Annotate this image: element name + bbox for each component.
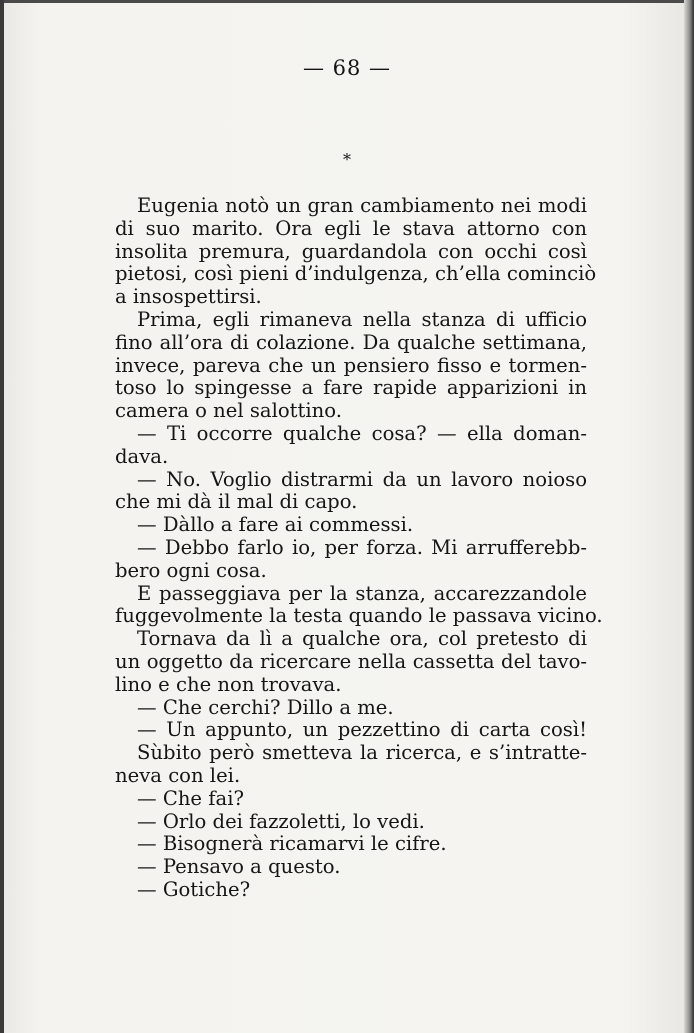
text-line: un oggetto da ricercare nella cassetta del tavo- bbox=[115, 649, 587, 673]
text-line: — Che cerchi? Dillo a me. bbox=[137, 695, 394, 719]
text-line: fino all’ora di colazione. Da qualche settimana, bbox=[115, 330, 587, 354]
text-line: — Orlo dei fazzoletti, lo vedi. bbox=[137, 809, 425, 833]
text-line: — Bisognerà ricamarvi le cifre. bbox=[137, 832, 447, 856]
body-text bbox=[115, 194, 603, 902]
text-line: — Debbo farlo io, per forza. Mi arrufferebb- bbox=[137, 535, 587, 559]
text-line: lino e che non trovava. bbox=[115, 672, 342, 696]
page-number: — 68 — bbox=[302, 56, 392, 80]
text-line: fuggevolmente la testa quando le passava vicino. bbox=[115, 604, 603, 628]
text-line: — Un appunto, un pezzettino di carta così! bbox=[137, 718, 587, 742]
text-line: E passeggiava per la stanza, accarezzandole bbox=[137, 581, 587, 605]
text-line: — Dàllo a fare ai commessi. bbox=[137, 513, 414, 537]
section-separator: * bbox=[343, 150, 351, 169]
text-line: — Che fai? bbox=[137, 786, 244, 810]
text-line: Tornava da lì a qualche ora, col pretesto di bbox=[137, 627, 587, 651]
text-line: — Pensavo a questo. bbox=[137, 855, 341, 879]
text-line: — Gotiche? bbox=[137, 877, 251, 901]
text-line: — Ti occorre qualche cosa? — ella doman- bbox=[137, 421, 587, 445]
text-line: insolita premura, guardandola con occhi così bbox=[115, 239, 587, 263]
text-line: bero ogni cosa. bbox=[115, 558, 267, 582]
text-line: invece, pareva che un pensiero fisso e tormen- bbox=[115, 353, 587, 377]
text-line: Prima, egli rimaneva nella stanza di ufficio bbox=[137, 307, 587, 331]
text-line: pietosi, così pieni d’indulgenza, ch’ella cominciò bbox=[115, 262, 597, 286]
text-line: — No. Voglio distrarmi da un lavoro noioso bbox=[137, 467, 587, 491]
text-line: dava. bbox=[115, 444, 169, 468]
text-line: che mi dà il mal di capo. bbox=[115, 490, 358, 514]
text-line: camera o nel salottino. bbox=[115, 399, 342, 423]
text-line: neva con lei. bbox=[115, 763, 241, 787]
page-top-edge bbox=[0, 0, 694, 3]
text-line: Eugenia notò un gran cambiamento nei modi bbox=[137, 194, 587, 217]
text-line: Sùbito però smetteva la ricerca, e s’intratte- bbox=[137, 741, 587, 765]
text-line: toso lo spingesse a fare rapide apparizioni in bbox=[115, 376, 587, 400]
text-line: a insospettirsi. bbox=[115, 285, 262, 309]
text-line: di suo marito. Ora egli le stava attorno con bbox=[115, 216, 587, 240]
